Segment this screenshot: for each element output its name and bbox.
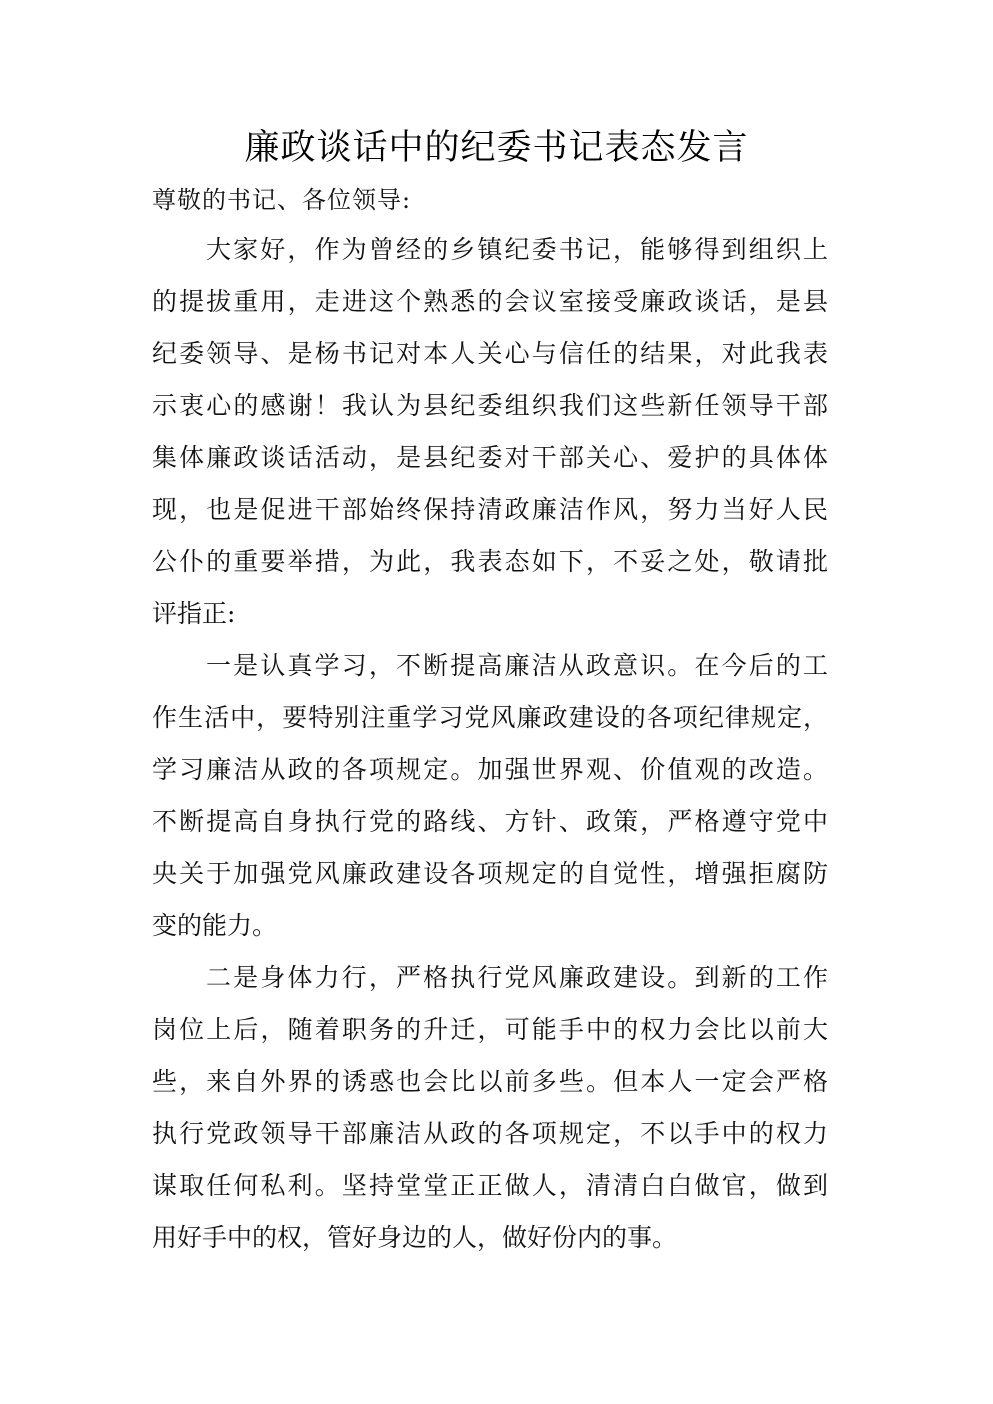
paragraph-line: 岗位上后，随着职务的升迁，可能手中的权力会比以前大 (152, 1015, 828, 1044)
paragraph-line: 大家好，作为曾经的乡镇纪委书记，能够得到组织上 (206, 235, 828, 264)
paragraph-line: 用好手中的权，管好身边的人，做好份内的事。 (152, 1223, 678, 1252)
paragraph-line: 作生活中，要特别注重学习党风廉政建设的各项纪律规定， (152, 703, 828, 732)
paragraph-line: 示衷心的感谢！我认为县纪委组织我们这些新任领导干部 (152, 391, 828, 420)
paragraph-line: 二是身体力行，严格执行党风廉政建设。到新的工作 (206, 963, 828, 992)
paragraph-line: 一是认真学习，不断提高廉洁从政意识。在今后的工 (206, 651, 828, 680)
paragraph-line: 学习廉洁从政的各项规定。加强世界观、价值观的改造。 (152, 755, 828, 784)
salutation: 尊敬的书记、各位领导: (152, 186, 412, 214)
paragraph-line: 集体廉政谈话活动，是县纪委对干部关心、爱护的具体体 (152, 443, 828, 472)
paragraph-line: 谋取任何私利。坚持堂堂正正做人，清清白白做官，做到 (152, 1171, 828, 1200)
document-title: 廉政谈话中的纪委书记表态发言 (244, 128, 749, 168)
paragraph-line: 央关于加强党风廉政建设各项规定的自觉性，增强拒腐防 (152, 859, 828, 888)
paragraph-line: 不断提高自身执行党的路线、方针、政策，严格遵守党中 (152, 807, 828, 836)
paragraph-line: 变的能力。 (152, 911, 278, 940)
paragraph-line: 些，来自外界的诱惑也会比以前多些。但本人一定会严格 (152, 1067, 828, 1096)
paragraph-line: 执行党政领导干部廉洁从政的各项规定，不以手中的权力 (152, 1119, 828, 1148)
paragraph-line: 公仆的重要举措，为此，我表态如下，不妥之处，敬请批 (152, 547, 828, 576)
paragraph-point-one (152, 640, 828, 952)
paragraph-line: 纪委领导、是杨书记对本人关心与信任的结果，对此我表 (152, 339, 828, 368)
paragraph-line: 现，也是促进干部始终保持清政廉洁作风，努力当好人民 (152, 495, 828, 524)
paragraph-line: 的提拔重用，走进这个熟悉的会议室接受廉政谈话，是县 (152, 287, 828, 316)
paragraph-point-two (152, 952, 828, 1264)
paragraph-line: 评指正: (152, 599, 236, 628)
paragraph-intro (152, 224, 828, 640)
